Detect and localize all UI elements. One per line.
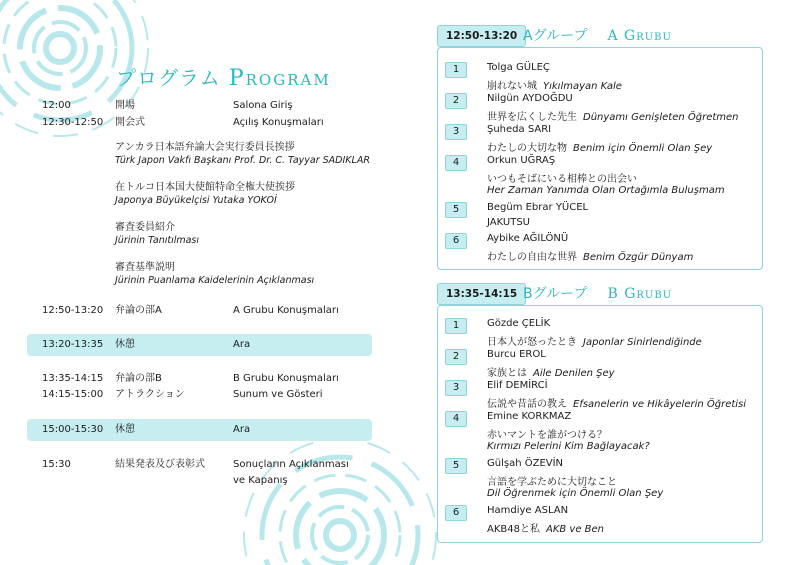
speaker-name: Gözde ÇELİK — [487, 318, 551, 329]
speech-title — [487, 333, 702, 348]
speaker-number: 1 — [445, 318, 467, 334]
speech-title — [487, 364, 615, 379]
speaker-name: Aybike AĞILÖNÜ — [487, 233, 569, 244]
speaker-number: 3 — [445, 380, 467, 396]
schedule-tr: B Grubu Konuşmaları — [233, 373, 339, 384]
speaker-number: 6 — [445, 505, 467, 521]
group-b-time: 13:35-14:15 — [437, 283, 526, 305]
speech-title-tr: Efsanelerin ve Hikâyelerin Öğretisi — [573, 399, 747, 410]
speech-title — [487, 108, 739, 123]
speaker-name: Tolga GÜLEÇ — [487, 62, 550, 73]
group-a-title-jp: Aグループ — [523, 28, 588, 44]
schedule-time: 12:00 — [42, 100, 71, 111]
speech-title-tr: Dil Öğrenmek için Önemli Olan Şey — [487, 488, 664, 499]
speaker-name: Emine KORKMAZ — [487, 411, 572, 422]
speech-title-tr: Dünyamı Genişleten Öğretmen — [583, 112, 739, 123]
speech-title-tr: Japonlar Sinirlendiğinde — [583, 337, 702, 348]
group-a-title-en: A Grubu — [607, 28, 672, 44]
speaker-name: Orkun UĞRAŞ — [487, 155, 556, 166]
speech-title-jp: 言語を学ぶために大切なこと — [487, 477, 617, 488]
schedule-jp: アトラクション — [115, 389, 185, 400]
schedule-jp: 休憩 — [115, 339, 135, 350]
speech-title-tr: Aile Denilen Şey — [533, 368, 615, 379]
group-a-title — [523, 25, 672, 45]
speech-title-jp: 崩れない城 — [487, 81, 537, 92]
speech-title-jp: 伝説や昔話の教え — [487, 399, 567, 410]
schedule-jp: 開会式 — [115, 117, 145, 128]
schedule-jp: 弁論の部A — [115, 305, 162, 316]
speaker-name: Hamdiye ASLAN — [487, 505, 569, 516]
speech-title-jp: 家族とは — [487, 368, 527, 379]
schedule-tr: A Grubu Konuşmaları — [233, 305, 339, 316]
speech-title-tr: Benim Özgür Dünyam — [583, 252, 694, 263]
schedule-jp: 休憩 — [115, 424, 135, 435]
schedule-jp: 結果発表及び表彰式 — [115, 459, 205, 470]
speech-title — [487, 139, 712, 154]
speaker-number: 2 — [445, 349, 467, 365]
schedule-time: 15:00-15:30 — [42, 424, 104, 435]
speech-title — [487, 248, 693, 263]
schedule-jp: 弁論の部B — [115, 373, 162, 384]
program-heading — [116, 62, 331, 91]
opening-detail-tr: Jürinin Puanlama Kaidelerinin Açıklanması — [115, 275, 315, 286]
speech-title-jp: AKB48と私 — [487, 524, 540, 535]
speaker-name: Elif DEMİRCİ — [487, 380, 548, 391]
speaker-name: Şuheda SARI — [487, 124, 552, 135]
speech-title-jp: わたしの自由な世界 — [487, 252, 577, 263]
schedule-tr: Ara — [233, 424, 251, 435]
opening-detail-tr: Jürinin Tanıtılması — [115, 235, 200, 246]
speaker-name: Nilgün AYDOĞDU — [487, 93, 573, 104]
schedule-tr: Sonuçların Açıklanması ve Kapanış — [233, 459, 349, 486]
group-b-title-en: B Grubu — [607, 286, 673, 302]
group-b-title — [523, 283, 672, 303]
speech-title-jp: 赤いマントを誰がつける？ — [487, 430, 607, 441]
speech-title — [487, 395, 746, 410]
speaker-name: Gülşah ÖZEVİN — [487, 458, 564, 469]
speaker-number: 2 — [445, 93, 467, 109]
speech-title-tr: AKB ve Ben — [545, 524, 605, 535]
schedule-time: 12:30-12:50 — [42, 117, 104, 128]
group-b-title-jp: Bグループ — [523, 286, 588, 302]
opening-detail-jp: 審査基準説明 — [115, 262, 175, 273]
schedule-time: 13:20-13:35 — [42, 339, 104, 350]
speaker-name: Burcu EROL — [487, 349, 546, 360]
schedule-jp: 開場 — [115, 100, 135, 111]
schedule-time: 13:35-14:15 — [42, 373, 104, 384]
speech-title-jp: いつもそばにいる相棒との出会い — [487, 174, 637, 185]
schedule-tr: Ara — [233, 339, 251, 350]
speech-title-tr: Yıkılmayan Kale — [543, 81, 622, 92]
speaker-number: 5 — [445, 202, 467, 218]
schedule-time: 12:50-13:20 — [42, 305, 104, 316]
speech-title-tr: JAKUTSU — [487, 217, 530, 228]
speech-title-tr: Kırmızı Pelerini Kim Bağlayacak? — [487, 441, 650, 452]
schedule-tr: Açılış Konuşmaları — [233, 117, 324, 128]
speech-title-jp: わたしの大切な物 — [487, 143, 567, 154]
speech-title — [487, 77, 622, 92]
speech-title-jp: 日本人が怒ったとき — [487, 337, 577, 348]
speech-title — [487, 520, 604, 535]
speaker-number: 3 — [445, 124, 467, 140]
schedule-tr: Salona Giriş — [233, 100, 293, 111]
opening-detail-jp: 在トルコ日本国大使館特命全権大使挨拶 — [115, 182, 295, 193]
speaker-number: 6 — [445, 233, 467, 249]
program-heading-jp: プログラム — [116, 66, 221, 90]
schedule-time: 14:15-15:00 — [42, 389, 104, 400]
schedule-time: 15:30 — [42, 459, 71, 470]
speech-title-jp: 世界を広くした先生 — [487, 112, 577, 123]
speaker-number: 4 — [445, 411, 467, 427]
speech-title-tr: Her Zaman Yanımda Olan Ortağımla Buluşmam — [487, 185, 725, 196]
speaker-number: 1 — [445, 62, 467, 78]
opening-detail-tr: Türk Japon Vakfı Başkanı Prof. Dr. C. Tayyar SADIKLAR — [115, 155, 370, 166]
speaker-name: Begüm Ebrar YÜCEL — [487, 202, 589, 213]
schedule-tr: Sunum ve Gösteri — [233, 389, 323, 400]
opening-detail-jp: アンカラ日本語弁論大会実行委員長挨拶 — [115, 142, 295, 153]
group-a-time: 12:50-13:20 — [437, 25, 526, 47]
speech-title-tr: Benim için Önemli Olan Şey — [573, 143, 713, 154]
speaker-number: 5 — [445, 458, 467, 474]
opening-detail-jp: 審査委員紹介 — [115, 222, 175, 233]
opening-detail-tr: Japonya Büyükelçisi Yutaka YOKOİ — [115, 195, 277, 206]
speaker-number: 4 — [445, 155, 467, 171]
program-heading-en: Program — [228, 66, 331, 91]
